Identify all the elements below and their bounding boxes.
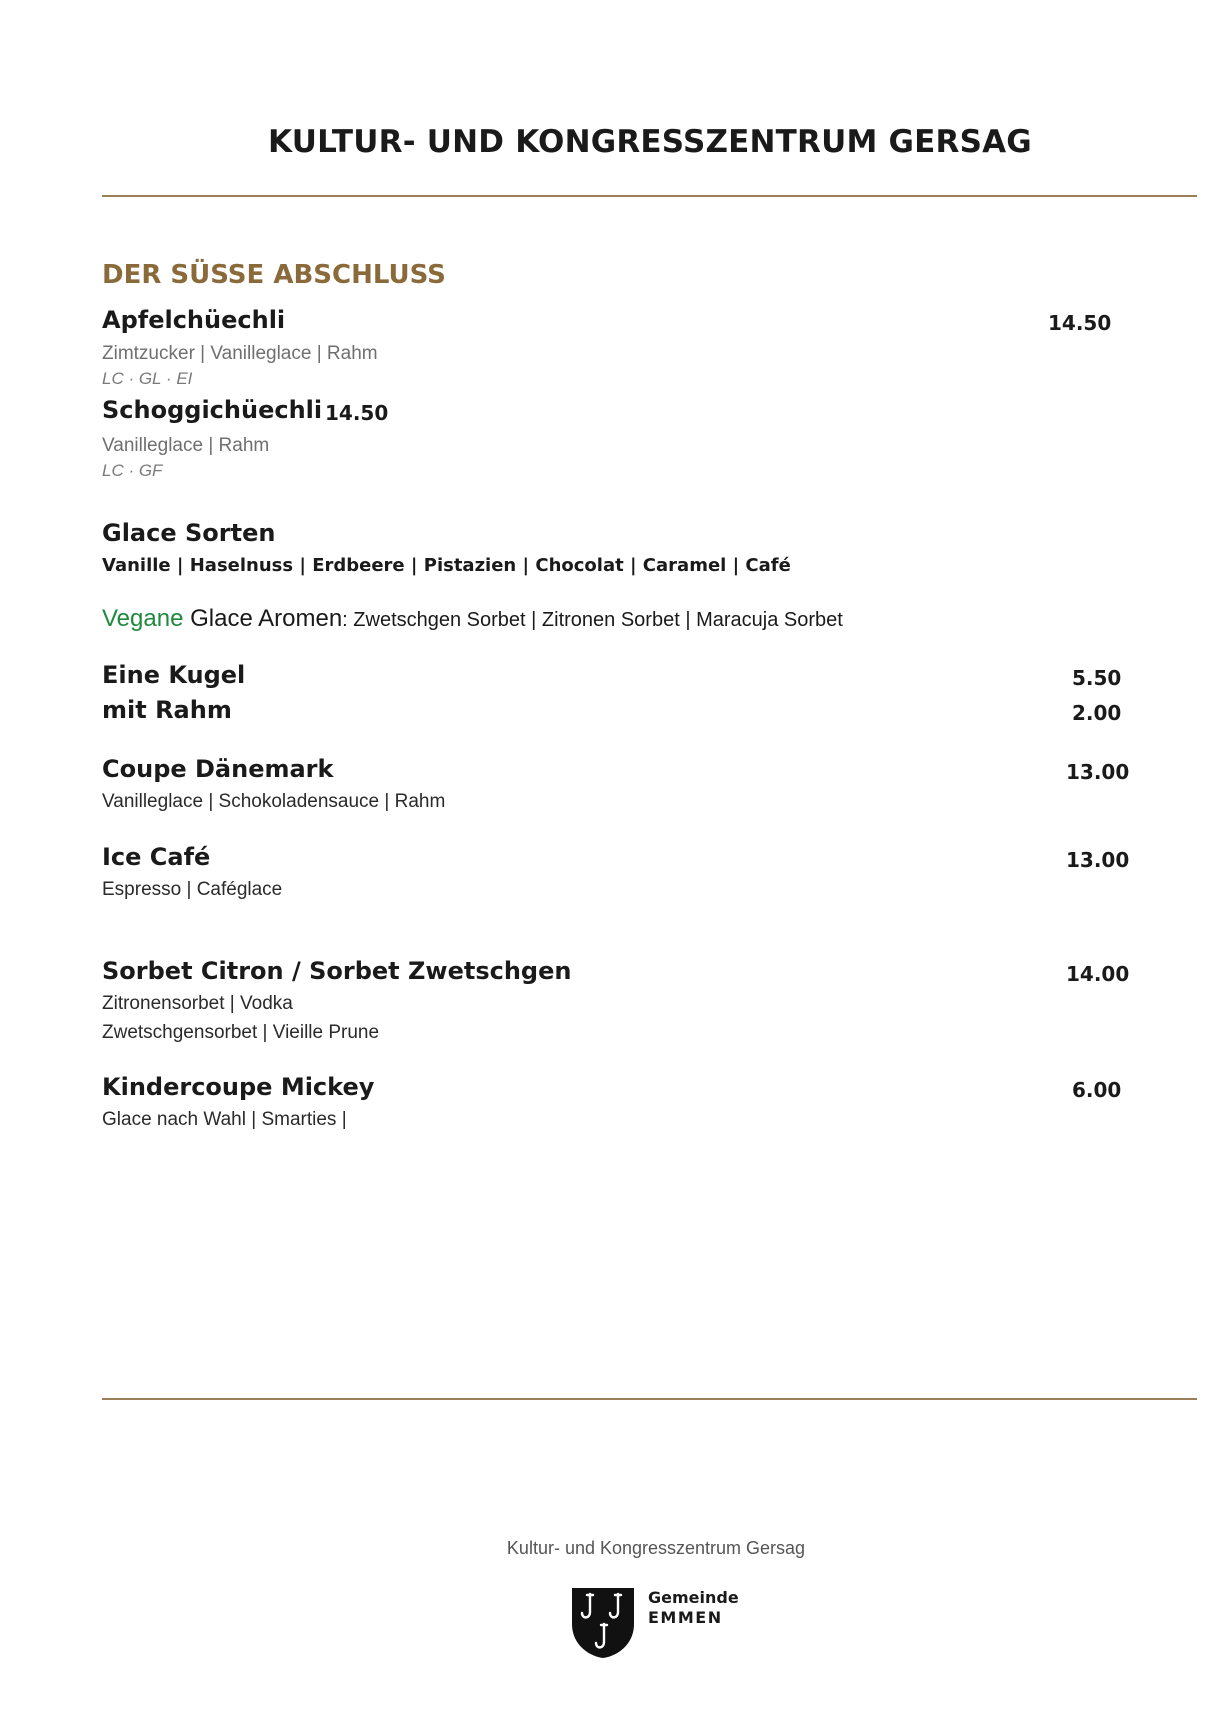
emmen-coat-of-arms-icon [570, 1586, 636, 1660]
coupe-price-ice-cafe: 13.00 [1066, 848, 1130, 872]
vegan-label: Vegane [102, 605, 184, 632]
vegan-items: : Zwetschgen Sorbet | Zitronen Sorbet | Maracuja Sorbet [342, 609, 843, 631]
coupe-name-sorbet: Sorbet Citron / Sorbet Zwetschgen [102, 957, 572, 985]
coupe-name-kindercoupe: Kindercoupe Mickey [102, 1073, 375, 1101]
coupe-desc-ice-cafe: Espresso | Caféglace [102, 879, 283, 900]
glace-title: Glace Sorten [102, 519, 276, 547]
item-allergens-apfelchuechli: LC · GL · EI [102, 369, 193, 388]
item-desc-apfelchuechli: Zimtzucker | Vanilleglace | Rahm [102, 343, 378, 364]
footer-text: Kultur- und Kongresszentrum Gersag [506, 1538, 806, 1558]
item-price-apfelchuechli: 14.50 [1048, 311, 1112, 335]
coupe-desc-daenemark: Vanilleglace | Schokoladensauce | Rahm [102, 791, 446, 812]
section-title: DER SÜSSE ABSCHLUSS [102, 260, 446, 290]
cream-name: mit Rahm [102, 696, 232, 724]
footer-divider [102, 1398, 1197, 1400]
cream-price: 2.00 [1072, 701, 1122, 725]
item-name-schoggichuechli: Schoggichüechli [102, 396, 323, 424]
coupe-desc-sorbet-citron: Zitronensorbet | Vodka [102, 993, 293, 1014]
item-price-schoggichuechli: 14.50 [325, 401, 389, 425]
page-title: KULTUR- UND KONGRESSZENTRUM GERSAG [268, 124, 1032, 160]
item-name-apfelchuechli: Apfelchüechli [102, 306, 286, 334]
scoop-name: Eine Kugel [102, 661, 246, 689]
coupe-desc-kindercoupe: Glace nach Wahl | Smarties | [102, 1109, 347, 1130]
scoop-price: 5.50 [1072, 666, 1122, 690]
logo-text-gemeinde: Gemeinde [648, 1588, 739, 1607]
vegan-line [102, 605, 843, 633]
logo-text-emmen: EMMEN [648, 1608, 723, 1627]
coupe-name-ice-cafe: Ice Café [102, 843, 211, 871]
coupe-desc-sorbet-zwetschgen: Zwetschgensorbet | Vieille Prune [102, 1022, 380, 1043]
item-allergens-schoggichuechli: LC · GF [102, 461, 163, 480]
coupe-price-kindercoupe: 6.00 [1072, 1078, 1122, 1102]
item-desc-schoggichuechli: Vanilleglace | Rahm [102, 435, 270, 456]
coupe-price-daenemark: 13.00 [1066, 760, 1130, 784]
header-divider [102, 195, 1197, 197]
glace-flavors: Vanille | Haselnuss | Erdbeere | Pistazien | Chocolat | Caramel | Café [102, 555, 791, 576]
coupe-name-daenemark: Coupe Dänemark [102, 755, 334, 783]
coupe-price-sorbet: 14.00 [1066, 962, 1130, 986]
vegan-aromen-label: Glace Aromen [183, 605, 343, 632]
